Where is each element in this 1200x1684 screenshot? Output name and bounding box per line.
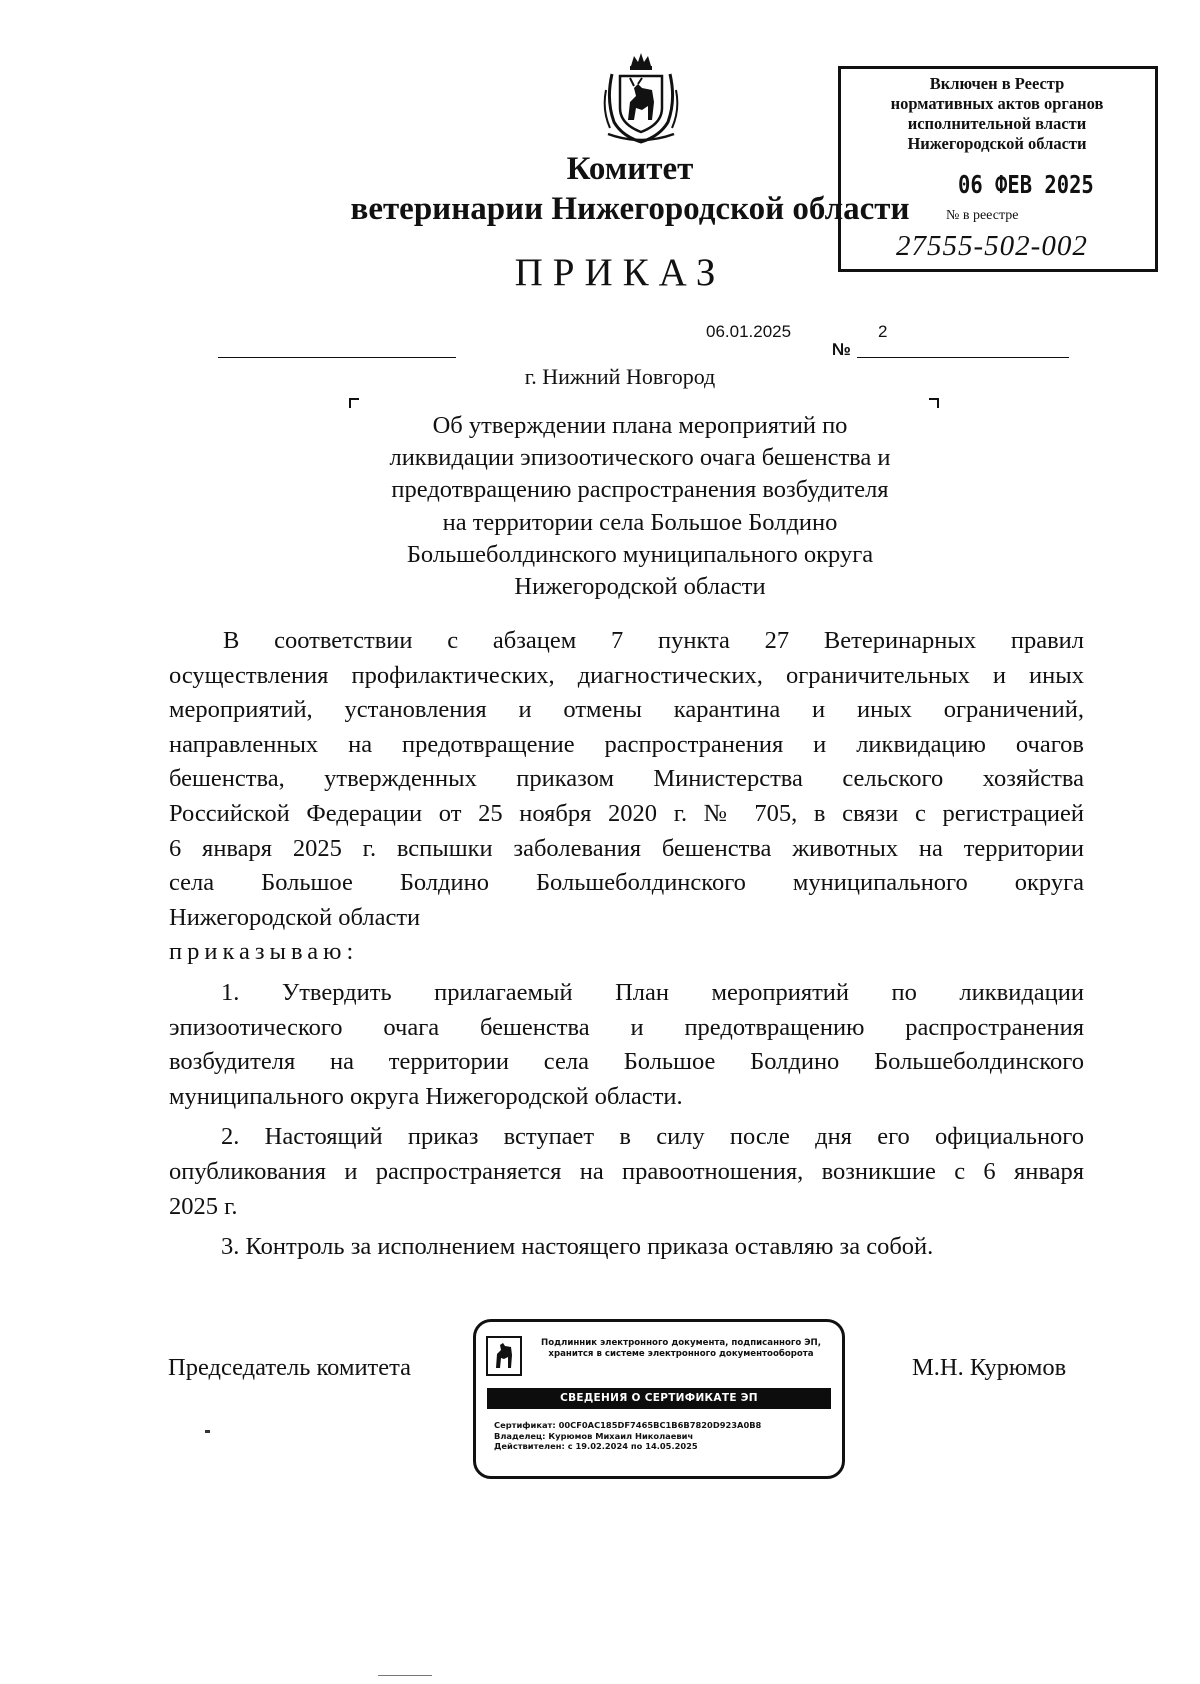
order-item-line: возбудителя на территории села Большое Болдино Большеболдинского — [169, 1048, 1084, 1076]
subject-line: Об утверждении плана мероприятий по — [432, 412, 848, 439]
footer-mark — [378, 1675, 432, 1676]
ep-stamp-header-line: Подлинник электронного документа, подписанного ЭП, — [541, 1338, 821, 1348]
ep-owner: Владелец: Курюмов Михаил Николаевич — [494, 1430, 694, 1441]
document-subject — [340, 410, 940, 603]
order-item-1 — [169, 976, 1084, 1114]
order-item-line: эпизоотического очага бешенства и предотвращению распространения — [169, 1013, 1084, 1041]
order-item-line: муниципального округа Нижегородской области. — [169, 1082, 683, 1110]
organization-name: Комитет — [566, 151, 694, 187]
registry-number-label: № в реестре — [946, 208, 1019, 223]
stray-mark — [205, 1430, 210, 1433]
document-number: 2 — [878, 322, 888, 341]
preamble-line: мероприятий, установления и отмены карантина и иных ограничений, — [169, 696, 1084, 724]
order-item-line: 1. Утвердить прилагаемый План мероприятий по ликвидации — [221, 978, 1084, 1006]
registry-stamp-line: исполнительной власти — [907, 114, 1087, 133]
registry-number: 27555-502-002 — [896, 230, 1088, 262]
registry-stamp-line: нормативных актов органов — [890, 94, 1104, 113]
subject-line: на территории села Большое Болдино — [442, 508, 838, 536]
preamble-paragraph — [169, 624, 1084, 935]
preamble-line: Российской Федерации от 25 ноября 2020 г. № 705, в связи с регистрацией — [169, 799, 1084, 827]
preamble-line: направленных на предотвращение распространения и ликвидацию очагов — [169, 730, 1084, 758]
subject-line: Нижегородской области — [514, 573, 766, 601]
organization-name-line2: ветеринарии Нижегородской области — [350, 191, 910, 227]
ep-stamp-details — [494, 1420, 761, 1452]
preamble-line: Нижегородской области — [169, 903, 421, 931]
preamble-line: осуществления профилактических, диагностических, ограничительных и иных — [169, 661, 1084, 689]
electronic-signature-stamp — [473, 1319, 845, 1479]
registry-stamp-date: 06 ФЕВ 2025 — [958, 170, 1094, 199]
order-item-line: опубликования и распространяется на правоотношения, возникшие с 6 января — [169, 1157, 1084, 1185]
coat-of-arms-emblem — [598, 50, 684, 145]
order-item-line: 3. Контроль за исполнением настоящего приказа оставляю за собой. — [221, 1233, 934, 1261]
preamble-line: В соответствии с абзацем 7 пункта 27 Ветеринарных правил — [223, 627, 1084, 654]
ep-stamp-header-line: хранится в системе электронного документооборота — [548, 1349, 814, 1359]
ep-certificate: Сертификат: 00CF0AC185DF7465BC1B6B7820D923A0B8 — [494, 1420, 762, 1430]
preamble-line: 6 января 2025 г. вспышки заболевания бешенства животных на территории — [169, 834, 1084, 862]
subject-corner-right — [929, 398, 939, 408]
order-word: приказываю: — [169, 938, 359, 966]
document-title: ПРИКАЗ — [514, 251, 726, 294]
ep-stamp-title-bar: СВЕДЕНИЯ О СЕРТИФИКАТЕ ЭП — [487, 1388, 831, 1409]
order-item-line: 2. Настоящий приказ вступает в силу после дня его официального — [221, 1123, 1084, 1151]
ep-stamp-header — [528, 1338, 834, 1360]
ep-validity: Действителен: с 19.02.2024 по 14.05.2025 — [494, 1441, 698, 1451]
signatory-position: Председатель комитета — [168, 1354, 412, 1381]
registry-stamp — [838, 66, 1156, 270]
number-underline — [857, 357, 1069, 358]
subject-line: предотвращению распространения возбудителя — [391, 476, 889, 504]
registry-stamp-line: Нижегородской области — [907, 134, 1087, 153]
preamble-line: села Большое Болдино Большеболдинского муниципального округа — [169, 869, 1084, 897]
subject-line: Большеболдинского муниципального округа — [406, 540, 874, 568]
preamble-line: бешенства, утвержденных приказом Министерства сельского хозяйства — [169, 765, 1084, 793]
order-item-line: 2025 г. — [169, 1192, 238, 1220]
subject-line: ликвидации эпизоотического очага бешенства и — [389, 444, 891, 472]
document-body — [169, 624, 1084, 1265]
emblem-icon — [486, 1336, 522, 1376]
order-item-2 — [169, 1120, 1084, 1224]
subject-corner-left — [349, 398, 359, 408]
number-sign: № — [832, 340, 851, 359]
date-underline — [218, 357, 456, 358]
document-date: 06.01.2025 — [706, 322, 792, 341]
order-item-3 — [169, 1230, 1084, 1265]
signatory-name: М.Н. Курюмов — [912, 1354, 1067, 1381]
registry-stamp-line: Включен в Реестр — [929, 74, 1065, 93]
city: г. Нижний Новгород — [524, 364, 716, 389]
